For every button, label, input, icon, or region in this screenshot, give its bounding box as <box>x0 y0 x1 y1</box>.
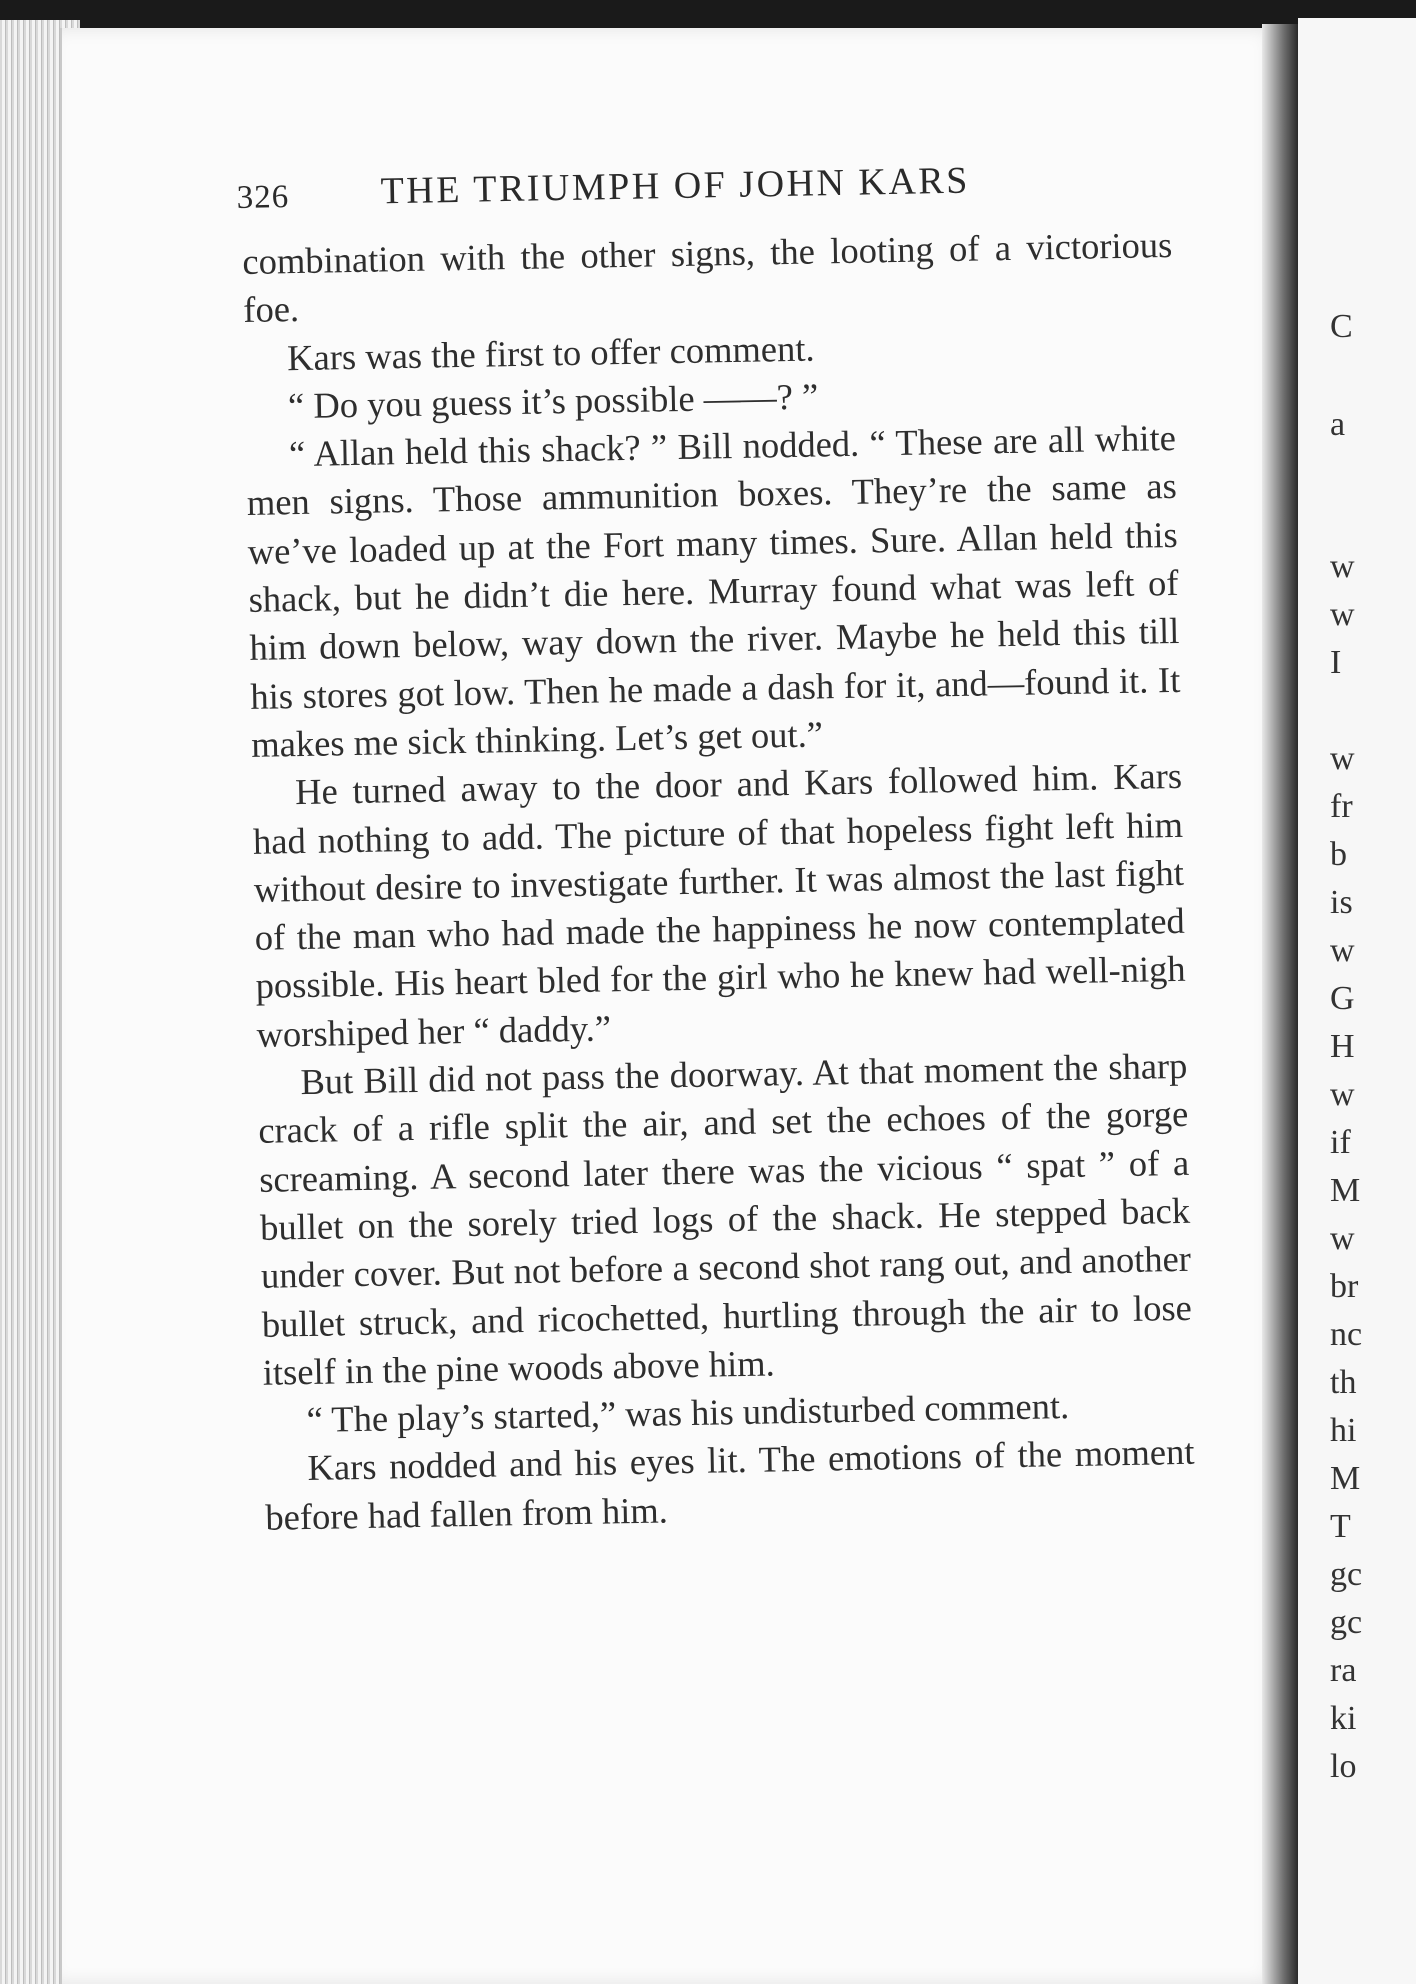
facing-page <box>1298 18 1416 1984</box>
facing-fragment: b <box>1330 836 1347 873</box>
facing-fragment: w <box>1330 1220 1355 1257</box>
facing-fragment: hi <box>1330 1412 1357 1449</box>
facing-fragment: M <box>1330 1460 1361 1497</box>
facing-fragment: br <box>1330 1268 1359 1305</box>
facing-fragment: w <box>1330 932 1355 969</box>
paragraph: Kars was the first to offer comment. <box>286 327 815 378</box>
paragraph: But Bill did not pass the doorway. At that moment the sharp crack of a rifle split the air, and set the echoes of the gorge screaming. A second later there was the vicious “ spat ” of a bullet on the sorely tried logs of the shack. He stepped back under cover. But not before a second shot rang out, and another bullet struck, and ricochetted, hurtling through the air to lose itself in the pine woods above him. <box>257 1044 1193 1393</box>
facing-fragment: I <box>1330 644 1342 681</box>
facing-fragment: M <box>1330 1172 1361 1209</box>
facing-fragment: gc <box>1330 1556 1363 1593</box>
paragraph: “ Do you guess it’s possible ——? ” <box>287 375 819 427</box>
paragraph: “ Allan held this shack? ” Bill nodded. “ These are all white men signs. Those ammunition boxes. They’re the same as we’ve loaded up at the Fort many times. Sure. Allan held this shack, but he didn’t die here. Murray found what was left of him down below, way down the river. Maybe he held this till his stores got low. Then he made a dash for it, and—found it. It makes me sick thinking. Let’s get out.” <box>246 417 1181 765</box>
facing-fragment: w <box>1330 1076 1355 1113</box>
facing-fragment: if <box>1330 1124 1351 1161</box>
facing-fragment: w <box>1330 548 1355 585</box>
facing-fragment: C <box>1330 308 1353 345</box>
facing-fragment: w <box>1330 596 1355 633</box>
facing-page-text <box>1330 18 1416 1984</box>
running-title: THE TRIUMPH OF JOHN KARS <box>380 159 971 213</box>
facing-fragment: T <box>1330 1508 1351 1545</box>
facing-fragment: th <box>1330 1364 1357 1401</box>
page-number: 326 <box>236 179 290 216</box>
facing-fragment: gc <box>1330 1604 1363 1641</box>
page-body <box>242 221 1196 1542</box>
facing-fragment: G <box>1330 980 1355 1017</box>
book-gutter <box>1262 24 1298 1984</box>
facing-fragment: a <box>1330 406 1346 443</box>
facing-fragment: ra <box>1330 1652 1357 1689</box>
paragraph: combination with the other signs, the looting of a victorious foe. <box>242 223 1173 331</box>
paragraph: “ The play’s started,” was his undisturbed comment. <box>306 1385 1070 1441</box>
facing-fragment: fr <box>1330 788 1353 825</box>
paragraph: Kars nodded and his eyes lit. The emotions of the moment before had fallen from him. <box>265 1431 1195 1538</box>
facing-fragment: w <box>1330 740 1355 777</box>
facing-fragment: nc <box>1330 1316 1363 1353</box>
facing-fragment: ki <box>1330 1700 1357 1737</box>
paragraph: He turned away to the door and Kars followed him. Kars had nothing to add. The picture of that hopeless fight left him without desire to investigate further. It was almost the last fight of the man who had made the happiness he now contemplated possible. His heart bled for the girl who he knew had well-nigh worshiped her “ daddy.” <box>252 755 1186 1055</box>
facing-fragment: lo <box>1330 1748 1357 1785</box>
facing-fragment: is <box>1330 884 1353 921</box>
facing-fragment: H <box>1330 1028 1355 1065</box>
